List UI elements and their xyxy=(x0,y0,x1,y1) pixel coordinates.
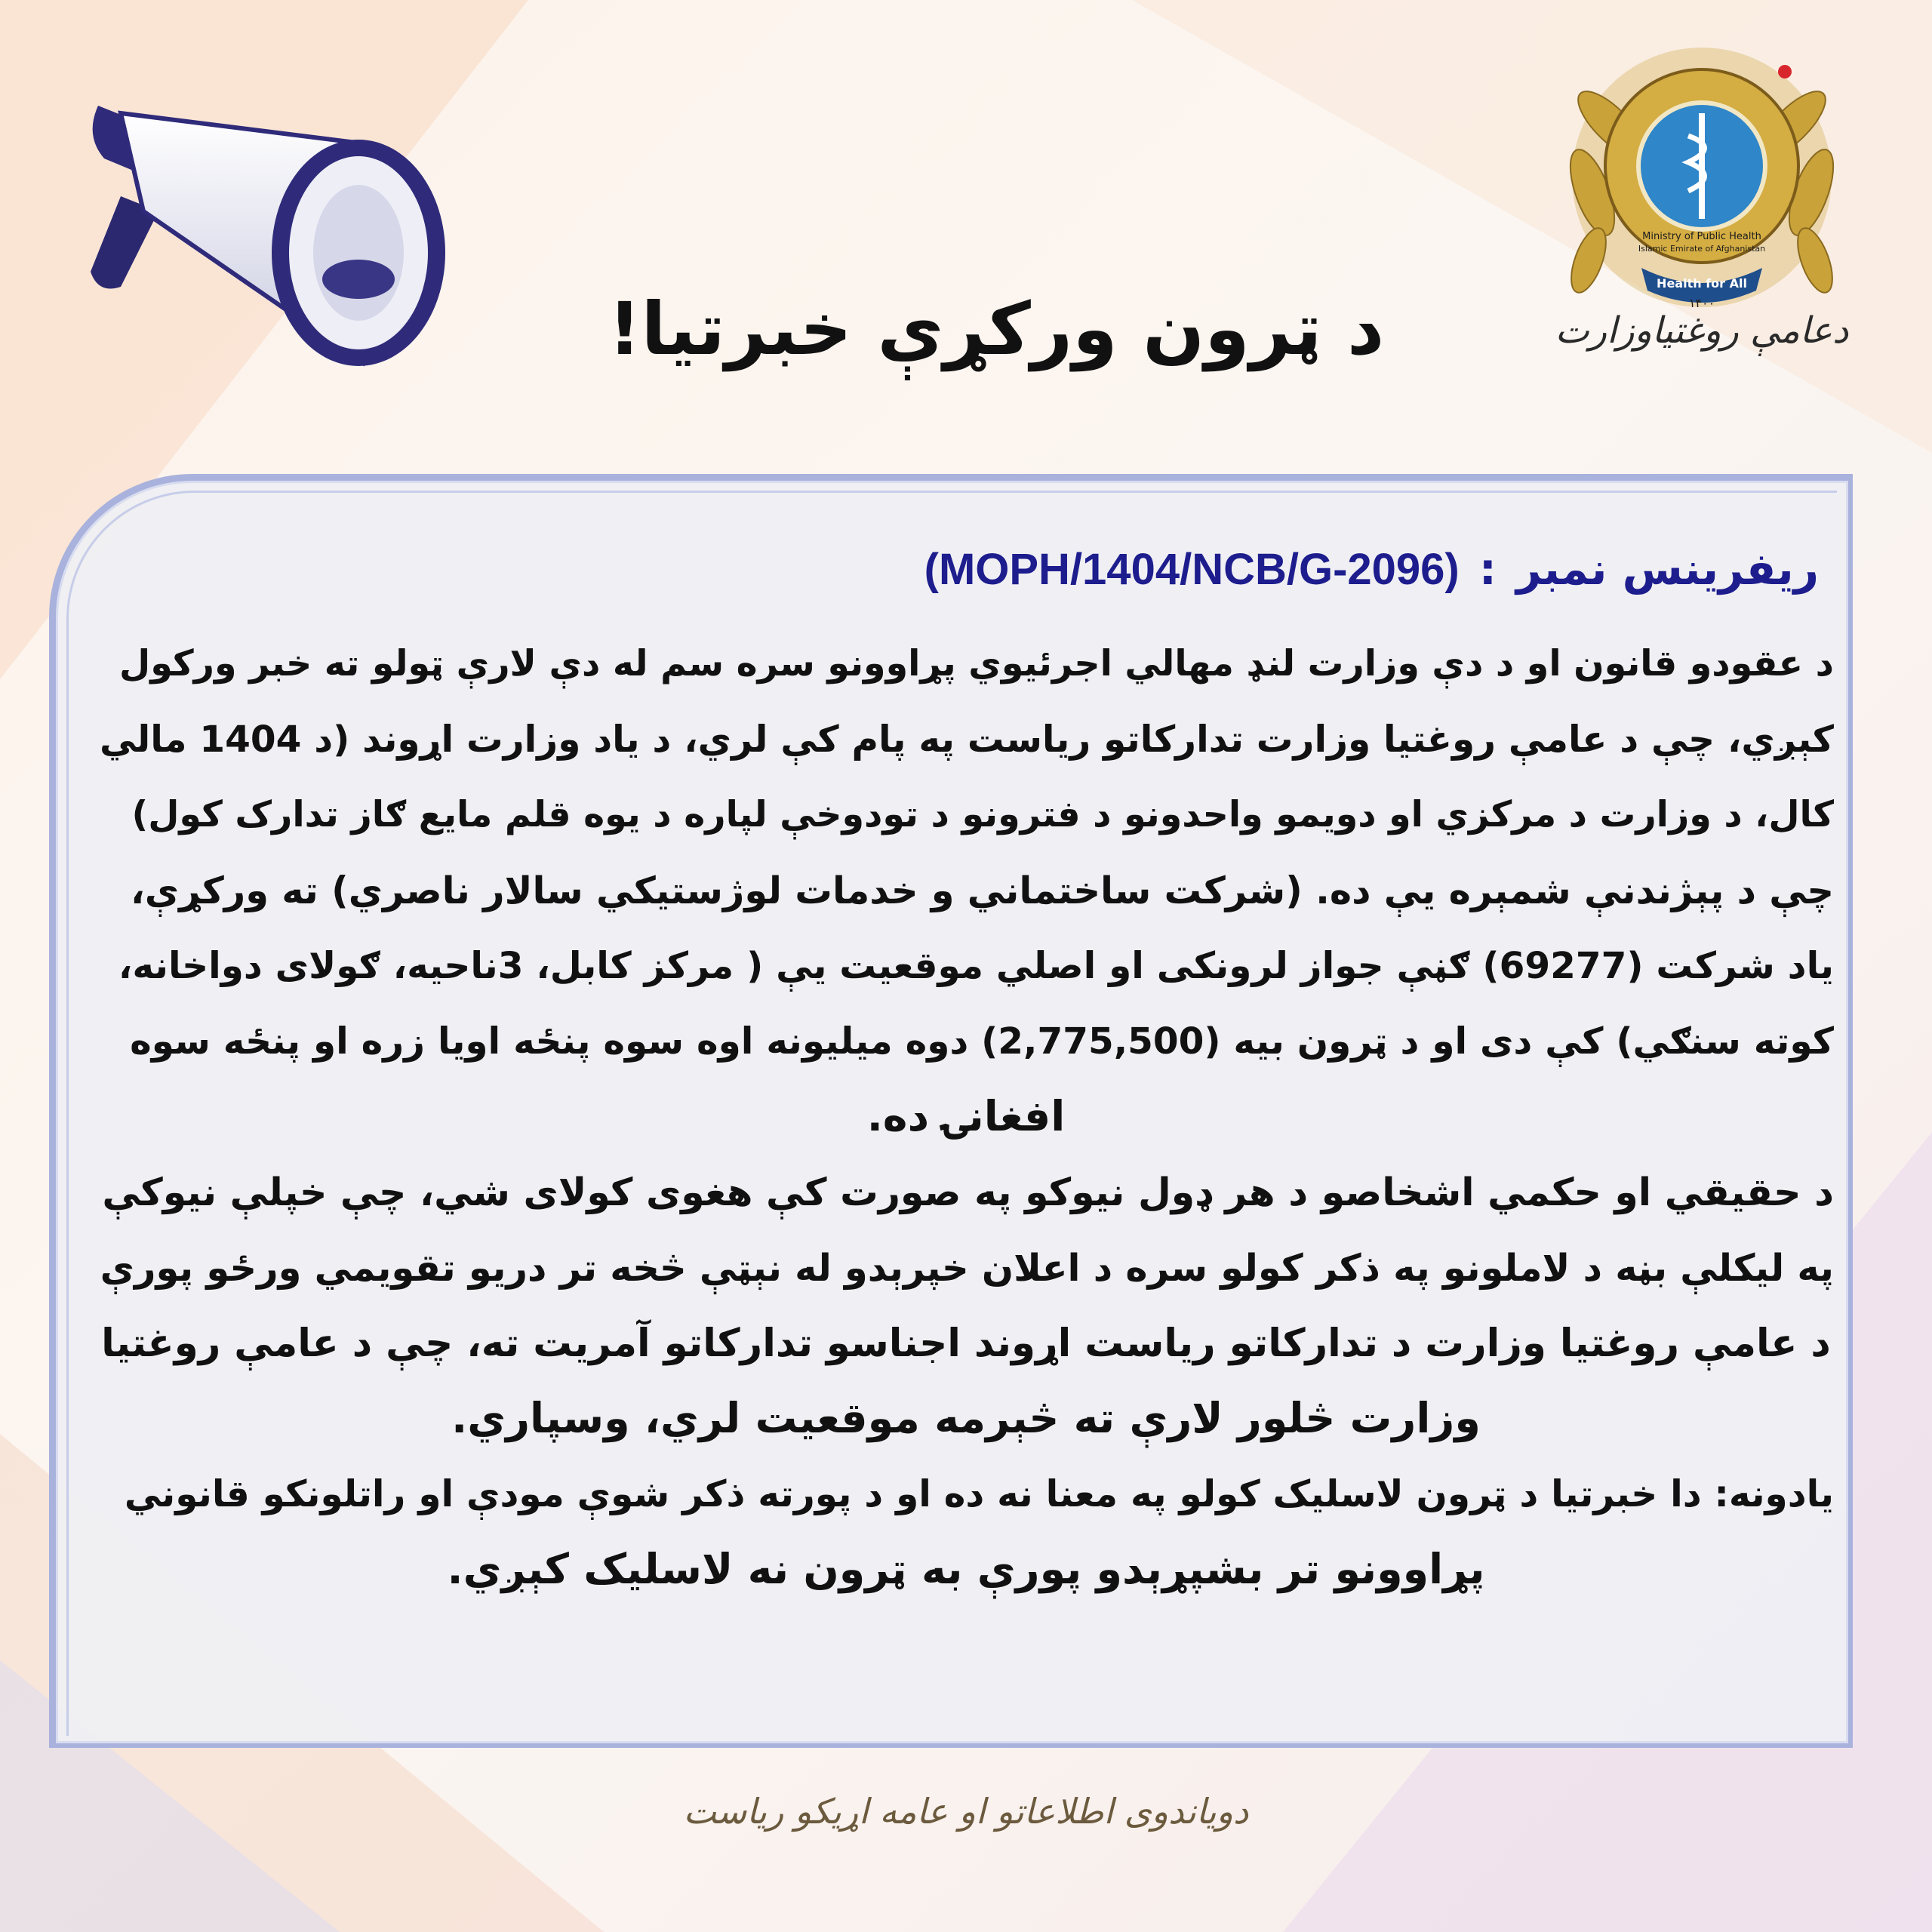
emblem-latin-line-1: Ministry of Public Health xyxy=(1642,231,1761,242)
emblem-year: ۱۴۰۰ xyxy=(1688,296,1715,310)
reference-line xyxy=(792,543,1819,595)
note-line: پړاوونو تر بشپړېدو پورې به ټرون نه لاسلیک کېږي. xyxy=(447,1545,1485,1594)
paragraph-1-line: کېږي، چې د عامې روغتیا وزارت تدارکاتو ریاست په پام کې لري، د یاد وزارت اړوند (د 1404 مالي xyxy=(99,718,1834,761)
paragraph-1-line: یاد شرکت (69277) ګڼې جواز لرونکی او اصلي موقعیت یې ( مرکز کابل، 3ناحیه، ګولای دواخانه، xyxy=(118,945,1834,987)
emblem-motto: Health for All xyxy=(1657,276,1747,291)
paragraph-1-line: چې د پېژندنې شمېره یې ده. (شرکت ساختماني و خدمات لوژستیکي سالار ناصري) ته ورکړې، xyxy=(130,869,1834,912)
footer-signature: دویاندوی اطلاعاتو او عامه اړیکو ریاست xyxy=(683,1791,1249,1832)
reference-label: ریفرینس نمبر xyxy=(1515,543,1819,595)
announcement-body xyxy=(98,626,1834,1607)
paragraph-2-line: د حقیقي او حکمي اشخاصو د هر ډول نیوکو په صورت کې هغوی کولای شي، چې خپلې نیوکې xyxy=(102,1170,1834,1214)
megaphone-icon xyxy=(75,53,468,400)
paragraph-1-line: کال، د وزارت د مرکزي او دویمو واحدونو د فترونو د تودوخې لپاره د یوه قلم مایع ګاز تدارک کول) xyxy=(131,794,1834,835)
paragraph-2-line: وزارت څلور لارې ته څېرمه موقعیت لري، وسپاري. xyxy=(451,1394,1481,1443)
paragraph-2-line: په لیکلې بڼه د لاملونو په ذکر کولو سره د اعلان خپرېدو له نېټې څخه تر دریو تقویمي ورځو پورې xyxy=(100,1246,1834,1290)
note-line: یادونه: دا خبرتیا د ټرون لاسلیک کولو په معنا نه ده او د پورته ذکر شوې مودې او راتلونکو قانوني xyxy=(124,1473,1834,1515)
paragraph-2-line: د عامې روغتیا وزارت د تدارکاتو ریاست اړوند اجناسو تدارکاتو آمریت ته، چې د عامې روغتیا xyxy=(101,1321,1831,1366)
ministry-name: دعامې روغتیاوزارت xyxy=(1555,309,1849,352)
paragraph-1-line: افغانۍ ده. xyxy=(866,1092,1066,1141)
ministry-emblem-icon xyxy=(1558,42,1845,313)
paragraph-1-line: کوته سنګي) کې دی او د ټرون بیه (2,775,500) دوه میلیونه اوه سوه پنځه اویا زره او پنځه سوه xyxy=(130,1020,1834,1063)
page-title: د ټرون ورکړې خبرتیا! xyxy=(608,287,1385,371)
reference-number: (MOPH/1404/NCB/G-2096) xyxy=(924,545,1460,594)
paragraph-1-line: د عقودو قانون او د دې وزارت لنډ مهالي اجرئیوي پړاوونو سره سم له دې لارې ټولو ته خبر ورکول xyxy=(119,643,1834,685)
reference-separator: : xyxy=(1478,543,1497,595)
emblem-latin-line-2: Islamic Emirate of Afghanistan xyxy=(1638,244,1766,254)
